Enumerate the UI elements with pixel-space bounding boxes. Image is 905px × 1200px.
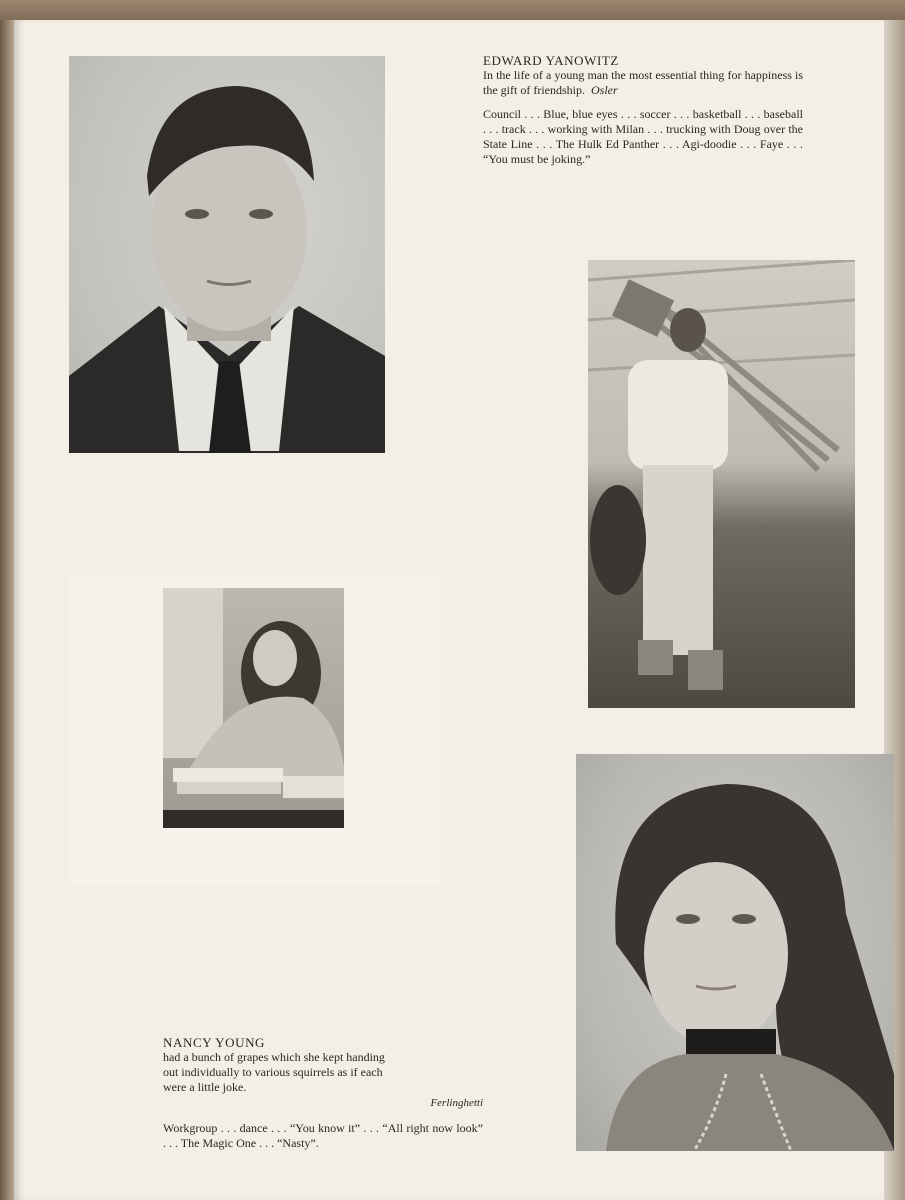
student-name: NANCY YOUNG	[163, 1035, 266, 1050]
quote-author: Ferlinghetti	[430, 1097, 483, 1109]
yanowitz-carrying-goal-photo	[588, 260, 855, 708]
student-activities: Workgroup . . . dance . . . “You know it” . . . “All right now look” . . . The Magic One . . . “Nasty”.	[163, 1121, 483, 1150]
quote-text: had a bunch of grapes which she kept handing out individually to various squirrels as if each were a little joke.	[163, 1050, 385, 1094]
quote-author: Osler	[590, 83, 618, 97]
student-quote	[483, 68, 803, 98]
student-name: EDWARD YANOWITZ	[483, 53, 619, 68]
young-studying-photo	[163, 588, 344, 828]
young-portrait	[576, 754, 894, 1151]
yanowitz-portrait	[69, 56, 385, 453]
book-binding	[0, 0, 905, 22]
quote-text: In the life of a young man the most essential thing for happiness is the gift of friendship.	[483, 68, 803, 97]
book-spine	[0, 20, 14, 1200]
student-activities: Council . . . Blue, blue eyes . . . soccer . . . basketball . . . baseball . . . track . . . working with Milan . . . trucking with Doug over the State Line . . . The Hulk Ed Panther . . . Agi-doodie . . . Faye . . . “You must be joking.”	[483, 107, 803, 166]
